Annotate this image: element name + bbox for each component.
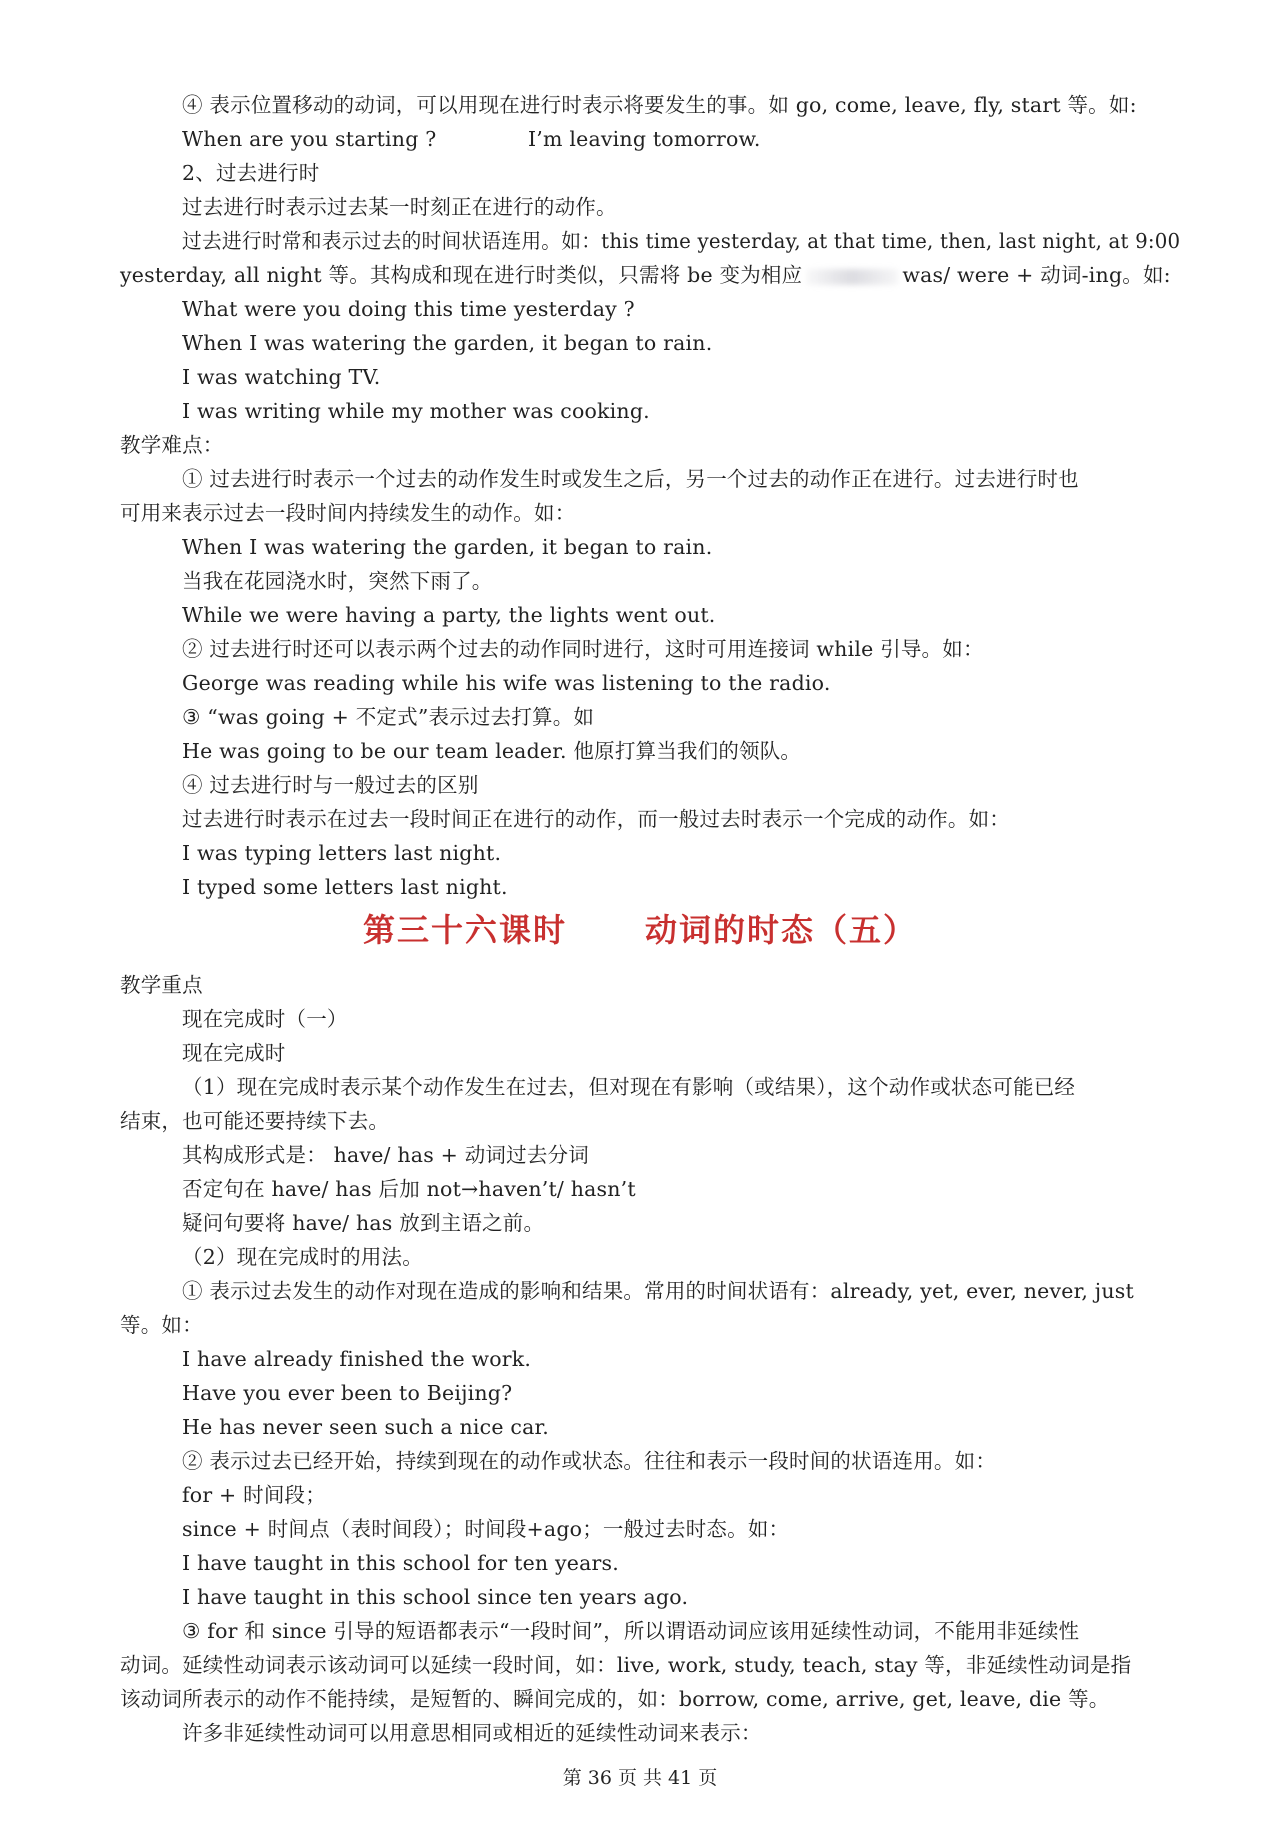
- lesson-number: 第三十六课时: [362, 911, 567, 949]
- text-line: 等。如：: [120, 1313, 203, 1337]
- text-line: 过去进行时常和表示过去的时间状语连用。如：this time yesterday, at that time, then, last night, at 9:00: [182, 229, 1181, 253]
- blurred-redaction: [806, 269, 898, 285]
- text-line: George was reading while his wife was listening to the radio.: [182, 671, 831, 695]
- text-line: 可用来表示过去一段时间内持续发生的动作。如：: [120, 501, 576, 525]
- text-line: 疑问句要将 have/ has 放到主语之前。: [182, 1211, 545, 1235]
- text-line: 过去进行时表示过去某一时刻正在进行的动作。: [182, 195, 617, 219]
- text-line: for + 时间段；: [182, 1483, 326, 1507]
- text-line: I typed some letters last night.: [182, 875, 508, 899]
- text-line: I was writing while my mother was cooking.: [182, 399, 650, 423]
- section-heading: 教学重点: [120, 973, 203, 997]
- text-segment: yesterday, all night 等。其构成和现在进行时类似，只需将 be 变为相应: [120, 263, 803, 287]
- text-line: since + 时间点（表时间段）；时间段+ago；一般过去时态。如：: [182, 1517, 790, 1541]
- text-line: When I was watering the garden, it began to rain.: [182, 535, 713, 559]
- text-segment: was/ were + 动词-ing。如:: [902, 263, 1171, 287]
- text-line: I have taught in this school since ten years ago.: [182, 1585, 689, 1609]
- text-line: When I was watering the garden, it began to rain.: [182, 331, 713, 355]
- lesson-topic: 动词的时态（五）: [645, 911, 918, 949]
- text-line: 现在完成时: [182, 1041, 286, 1065]
- text-line: 其构成形式是： have/ has + 动词过去分词: [182, 1143, 589, 1167]
- text-line: （1）现在完成时表示某个动作发生在过去，但对现在有影响（或结果），这个动作或状态可能已经: [182, 1075, 1076, 1099]
- text-line: ② 表示过去已经开始，持续到现在的动作或状态。往往和表示一段时间的状语连用。如：: [182, 1449, 997, 1473]
- text-line: 动词。延续性动词表示该动词可以延续一段时间，如：live, work, study, teach, stay 等，非延续性动词是指: [120, 1653, 1132, 1677]
- text-line: I was typing letters last night.: [182, 841, 502, 865]
- text-line: ④ 表示位置移动的动词，可以用现在进行时表示将要发生的事。如 go, come, leave, fly, start 等。如:: [182, 93, 1137, 117]
- text-line: 2、过去进行时: [182, 161, 320, 185]
- text-line: I have taught in this school for ten years.: [182, 1551, 619, 1575]
- text-line: What were you doing this time yesterday ?: [182, 297, 635, 321]
- text-line: I’m leaving tomorrow.: [528, 127, 761, 151]
- text-line: （2）现在完成时的用法。: [182, 1245, 423, 1269]
- text-line: When are you starting ?: [182, 127, 437, 151]
- text-line: He has never seen such a nice car.: [182, 1415, 549, 1439]
- text-line: 现在完成时（一）: [182, 1007, 348, 1031]
- text-line: ③ “was going + 不定式”表示过去打算。如: [182, 705, 595, 729]
- text-line: 许多非延续性动词可以用意思相同或相近的延续性动词来表示：: [182, 1721, 762, 1745]
- text-line: ② 过去进行时还可以表示两个过去的动作同时进行，这时可用连接词 while 引导。如：: [182, 637, 984, 661]
- text-line: 过去进行时表示在过去一段时间正在进行的动作，而一般过去时表示一个完成的动作。如：: [182, 807, 1010, 831]
- text-line: 否定句在 have/ has 后加 not→haven’t/ hasn’t: [182, 1177, 636, 1201]
- lesson-title: [0, 902, 1280, 958]
- text-line: 结束，也可能还要持续下去。: [120, 1109, 390, 1133]
- text-line: ① 过去进行时表示一个过去的动作发生时或发生之后，另一个过去的动作正在进行。过去进行时也: [182, 467, 1079, 491]
- text-line: [120, 258, 1171, 292]
- text-line: ③ for 和 since 引导的短语都表示“一段时间”，所以谓语动词应该用延续性动词，不能用非延续性: [182, 1619, 1080, 1643]
- text-line: He was going to be our team leader. 他原打算当我们的领队。: [182, 739, 802, 763]
- text-line: While we were having a party, the lights went out.: [182, 603, 716, 627]
- text-line: 该动词所表示的动作不能持续，是短暂的、瞬间完成的，如：borrow, come, arrive, get, leave, die 等。: [120, 1687, 1110, 1711]
- section-heading: 教学难点：: [120, 433, 224, 457]
- text-line: ① 表示过去发生的动作对现在造成的影响和结果。常用的时间状语有：already, yet, ever, never, just: [182, 1279, 1134, 1303]
- text-line: 当我在花园浇水时，突然下雨了。: [182, 569, 493, 593]
- text-line: I have already finished the work.: [182, 1347, 532, 1371]
- text-line: ④ 过去进行时与一般过去的区别: [182, 773, 479, 797]
- text-line: Have you ever been to Beijing?: [182, 1381, 513, 1405]
- page-number: 第 36 页 共 41 页: [562, 1767, 718, 1789]
- text-line: I was watching TV.: [182, 365, 381, 389]
